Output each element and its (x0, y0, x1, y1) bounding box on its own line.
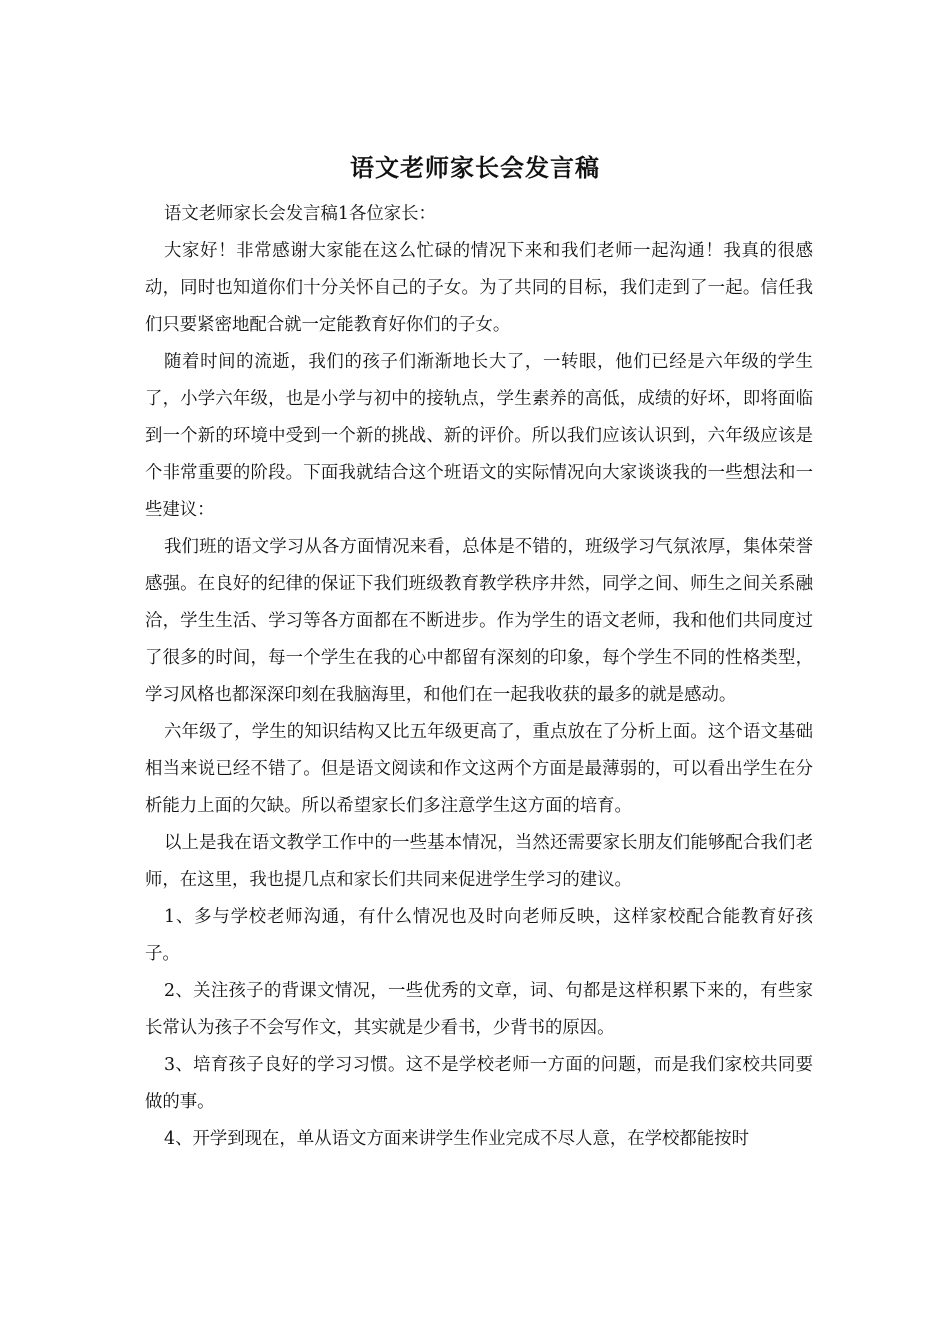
suggestion-item-1: 1、多与学校老师沟通，有什么情况也及时向老师反映，这样家校配合能教育好孩子。 (145, 907, 813, 964)
paragraph-class-overview: 我们班的语文学习从各方面情况来看，总体是不错的，班级学习气氛浓厚，集体荣誉感强。在良好的纪律的保证下我们班级教育教学秩序井然，同学之间、师生之间关系融洽，学生生活、学习等各方面都在不断进步。作为学生的语文老师，我和他们共同度过了很多的时间，每一个学生在我的心中都留有深刻的印象，每个学生不同的性格类型，学习风格也都深深印刻在我脑海里，和他们在一起我收获的最多的就是感动。 (145, 537, 813, 705)
paragraph-greeting: 大家好！非常感谢大家能在这么忙碌的情况下来和我们老师一起沟通！我真的很感动，同时也知道你们十分关怀自己的子女。为了共同的目标，我们走到了一起。信任我们只要紧密地配合就一定能教育好你们的子女。 (145, 241, 813, 335)
paragraph-suggestions-intro: 以上是我在语文教学工作中的一些基本情况，当然还需要家长朋友们能够配合我们老师，在这里，我也提几点和家长们共同来促进学生学习的建议。 (145, 833, 813, 890)
suggestion-item-2: 2、关注孩子的背课文情况，一些优秀的文章，词、句都是这样积累下来的，有些家长常认为孩子不会写作文，其实就是少看书，少背书的原因。 (145, 981, 813, 1038)
paragraph-salutation: 语文老师家长会发言稿1各位家长： (164, 204, 436, 224)
document-title: 语文老师家长会发言稿 (350, 153, 600, 182)
suggestion-item-3: 3、培育孩子良好的学习习惯。这不是学校老师一方面的问题，而是我们家校共同要做的事。 (145, 1055, 813, 1112)
suggestion-item-4: 4、开学到现在，单从语文方面来讲学生作业完成不尽人意，在学校都能按时 (164, 1129, 749, 1149)
paragraph-sixth-grade-stage: 随着时间的流逝，我们的孩子们渐渐地长大了，一转眼，他们已经是六年级的学生了，小学六年级，也是小学与初中的接轨点，学生素养的高低，成绩的好坏，即将面临到一个新的环境中受到一个新的挑战、新的评价。所以我们应该认识到，六年级应该是个非常重要的阶段。下面我就结合这个班语文的实际情况向大家谈谈我的一些想法和一些建议： (145, 352, 813, 520)
document-body (145, 196, 813, 1158)
paragraph-weaknesses: 六年级了，学生的知识结构又比五年级更高了，重点放在了分析上面。这个语文基础相当来说已经不错了。但是语文阅读和作文这两个方面是最薄弱的，可以看出学生在分析能力上面的欠缺。所以希望家长们多注意学生这方面的培育。 (145, 722, 813, 816)
